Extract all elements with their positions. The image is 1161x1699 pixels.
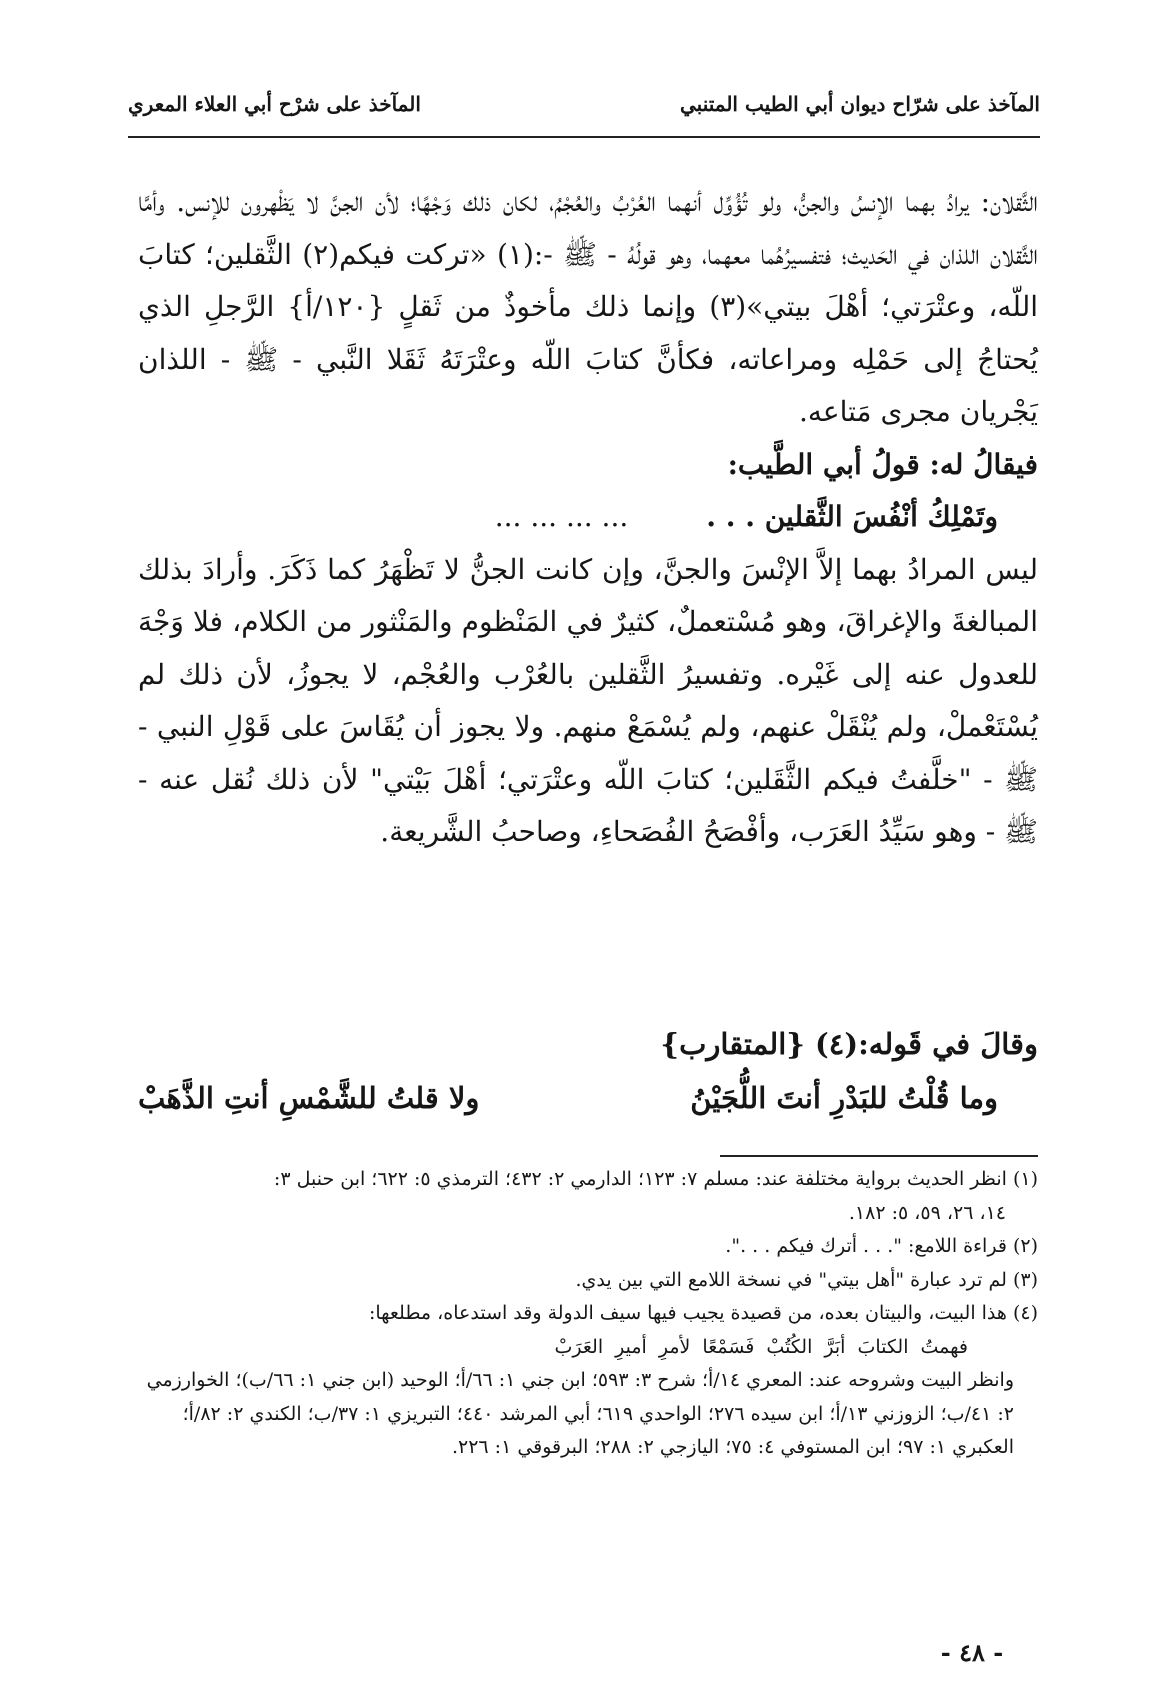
verse-second-hemistich: ولا قلتُ للشَّمْسِ أنتِ الذَّهَبْ: [138, 1081, 480, 1115]
quoted-verse: [138, 491, 1038, 544]
footnote-3: (٣) لم ترد عبارة "أهل بيتي" في نسخة اللامع التي بين يدي.: [575, 1268, 1038, 1291]
verse-section: [138, 1018, 1038, 1124]
header-section-title: المآخذ على شرْح أبي العلاء المعري: [128, 92, 421, 116]
footnote-1-continued: ١٤، ٢٦، ٥٩، ٥: ١٨٢.: [848, 1201, 1006, 1224]
objection-line: [138, 439, 1038, 492]
header-divider: [128, 136, 1040, 138]
main-text: [138, 176, 1038, 859]
footnotes: [128, 1163, 1038, 1465]
footnote-4: (٤) هذا البيت، والبيتان بعده، من قصيدة يجيب فيها سيف الدولة وقد استدعاه، مطلعها:: [368, 1302, 1038, 1324]
footnote-4-verse: فهمتُ الكتابَ أبَرَّ الكُتُبْ فَسَمْعًا لأمرِ أميرِ العَرَبْ: [554, 1335, 968, 1358]
paragraph-thaqalan: الثَّقلان: يرادُ بهما الإنسُ والجنُّ، ولو تُؤُوِّل أنهما العُرْبُ والعُجْمُ، لكان ذلك وَجْهًا؛ لأن الجنَّ لا يَظْهرون للإنس. وأمَّا الثَّقلان اللذان في الحَديث؛ فتفسيرُهُما معهما، وهو قولُهُ - ﷺ -:(١) «تركت فيكم(٢) الثَّقلين؛ كتابَ اللّه، وعتْرَتي؛ أهْلَ بيتي»(٣) وإنما ذلك مأخوذٌ من ثَقلٍ {١٢٠/أ} الرَّجلِ الذي يُحتاجُ إلى حَمْلِه ومراعاته، فكأنَّ كتابَ اللّه وعتْرَتَهُ ثَقَلا النَّبي - ﷺ - اللذان يَجْريان مجرى مَتاعه.: [138, 185, 1039, 428]
objection-text: قولُ أبي الطَّيب:: [727, 447, 930, 481]
verse-first-hemistich: وما قُلْتُ للبَدْرِ أنتَ اللُّجَيْنُ: [690, 1081, 998, 1115]
running-header: [128, 92, 1040, 132]
footnote-1: (١) انظر الحديث برواية مختلفة عند: مسلم ٧: ١٢٣؛ الدارمي ٢: ٤٣٢؛ الترمذي ٥: ٦٢٢؛ ابن حنبل ٣:: [273, 1168, 1038, 1190]
objection-label: فيقالُ له:: [929, 447, 1038, 481]
quoted-verse-text: وتَمْلِكُ أنْفُسَ الثَّقلين . . .: [706, 500, 998, 533]
page-number: - ٤٨ -: [940, 1638, 1004, 1667]
footnote-divider: [720, 1155, 1038, 1157]
verse-line: [138, 1072, 1038, 1124]
header-book-title: المآخذ على شرّاح ديوان أبي الطيب المتنبي: [680, 92, 1040, 116]
footnote-4-references: وانظر البيت وشروحه عند: المعري ١٤/أ؛ شرح ٣: ٥٩٣؛ ابن جني ١: ٦٦/أ؛ الوحيد (ابن جني ١: ٦٦/ب)؛ الخوارزمي ٢: ٤١/ب؛ الزوزني ١٣/أ؛ ابن سيده ٢٧٦؛ الواحدي ٦١٩؛ أبي المرشد ٤٤٠؛ التبريزي ١: ٣٧/ب؛ الكندي ٢: ٨٢/أ؛ العكبري ١: ٩٧؛ ابن المستوفي ٤: ٧٥؛ اليازجي ٢: ٢٨٨؛ البرقوقي ١: ٢٢٦.: [146, 1369, 1014, 1458]
footnote-2: (٢) قراءة اللامع: ". . . أترك فيكم . . .".: [725, 1235, 1038, 1257]
quoted-verse-ellipsis: ... ... ... ...: [494, 500, 629, 533]
verse-intro: وقالَ في قَوله:(٤) {المتقارب}: [660, 1027, 1038, 1061]
paragraph-response: ليس المرادُ بهما إلاَّ الإنْسَ والجنَّ، وإن كانت الجنُّ لا تَظْهَرُ كما ذَكَرَ. وأرادَ بذلك المبالغةَ والإغراقَ، وهو مُسْتعملٌ، كثيرٌ في المَنْظوم والمَنْثور من الكلام، فلا وَجْهَ للعدول عنه إلى غَيْره. وتفسيرُ الثَّقلين بالعُرْب والعُجْم، لا يجوزُ، لأن ذلك لم يُسْتَعْملْ، ولم يُنْقَلْ عنهم، ولم يُسْمَعْ منهم. ولا يجوز أن يُقَاسَ على قَوْلِ النبي - ﷺ - "خلَّفتُ فيكم الثَّقَلين؛ كتابَ اللّه وعتْرَتي؛ أهْلَ بَيْتي" لأن ذلك نُقل عنه - ﷺ - وهو سَيِّدُ العَرَب، وأفْصَحُ الفُصَحاءِ، وصاحبُ الشَّريعة.: [138, 552, 1038, 848]
